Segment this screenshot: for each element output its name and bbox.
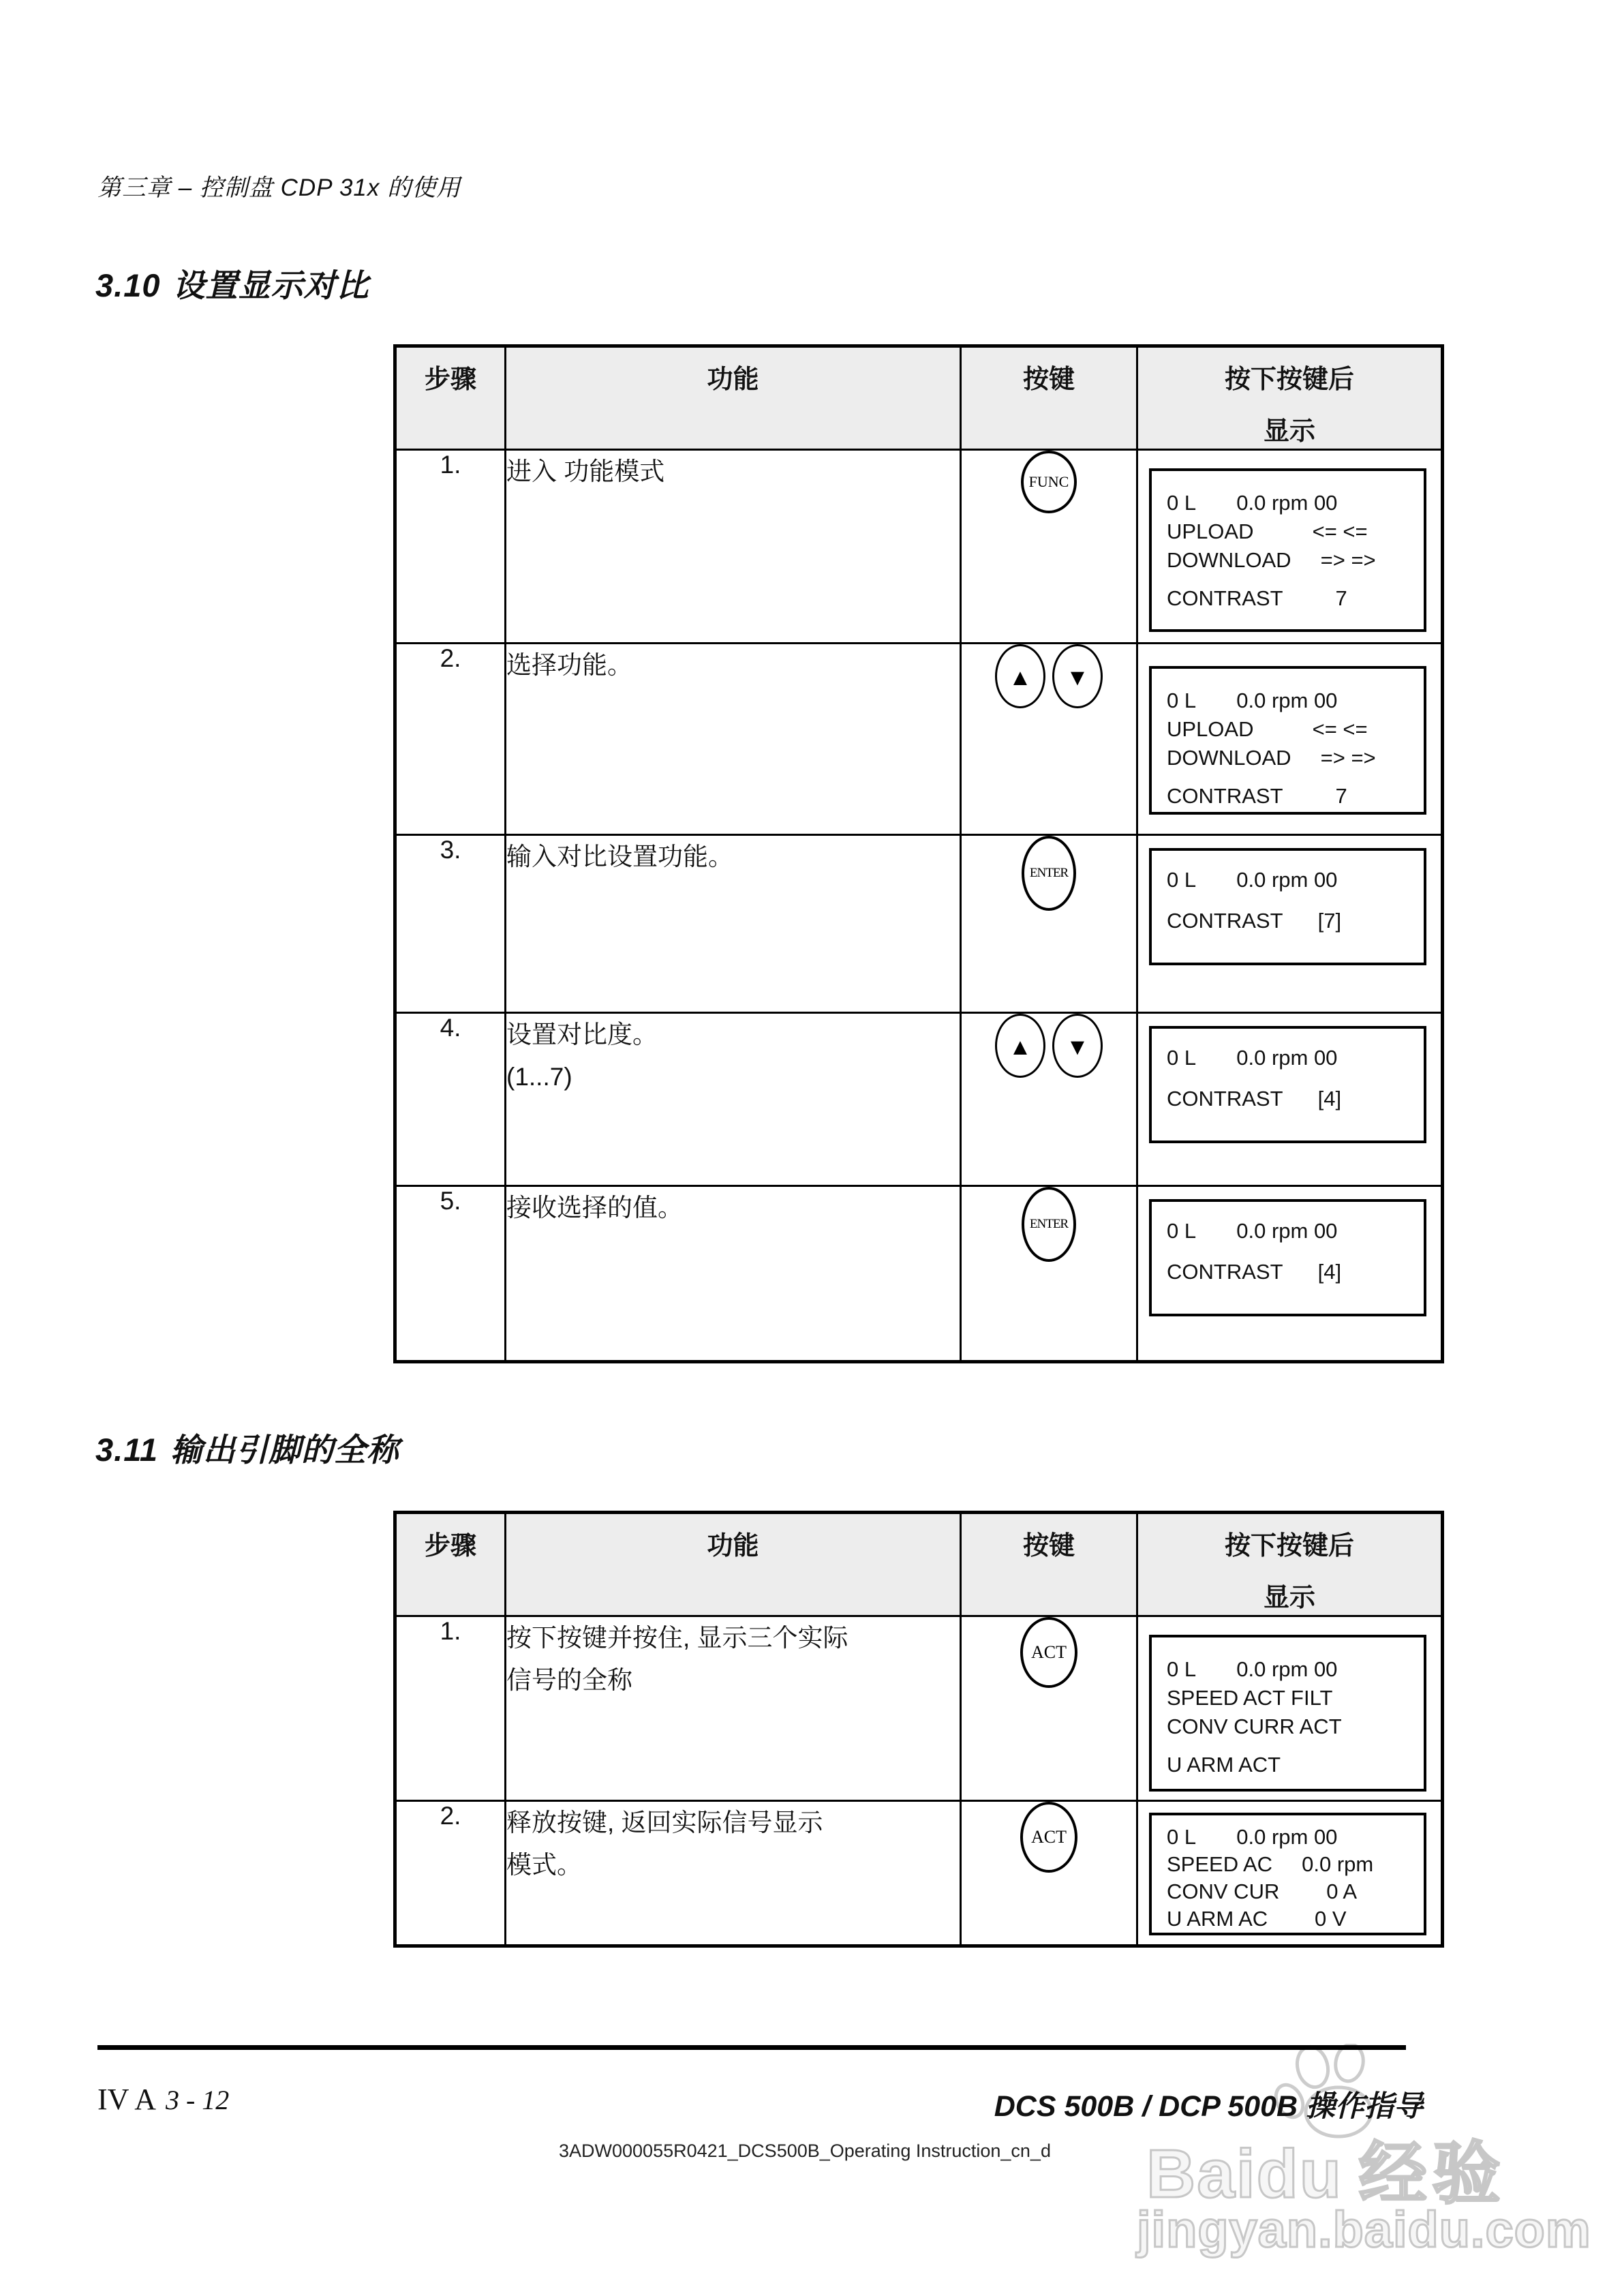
step-number: 2.: [395, 644, 506, 835]
step-number: 1.: [395, 450, 506, 644]
chapter-header: 第三章 – 控制盘 CDP 31x 的使用: [97, 175, 461, 201]
section-number: 3.11: [95, 1432, 158, 1468]
table-header-row: [395, 346, 1443, 450]
function-text: 选择功能。: [506, 644, 961, 835]
function-text: 按下按键并按住, 显示三个实际 信号的全称: [506, 1616, 961, 1801]
step-number: 2.: [395, 1801, 506, 1946]
col-header-function: 功能: [506, 1513, 961, 1616]
lcd-display: 0 L 0.0 rpm 00 UPLOAD <= <= DOWNLOAD => => CONTRAST 7: [1149, 666, 1426, 815]
function-text: 输入对比设置功能。: [506, 835, 961, 1013]
contrast-setting-table: [393, 344, 1444, 1363]
actual-signal-names-table: [393, 1511, 1444, 1948]
col-header-display-line2: 显示: [1263, 1584, 1315, 1612]
table-row: [395, 450, 1443, 644]
page-number: [97, 2082, 229, 2117]
up-arrow-icon: ▲: [1009, 1033, 1032, 1060]
lcd-display: 0 L 0.0 rpm 00 CONTRAST [4]: [1149, 1026, 1426, 1143]
function-text: 释放按键, 返回实际信号显示 模式。: [506, 1801, 961, 1946]
step-number: 3.: [395, 835, 506, 1013]
func-key-button: FUNC: [1021, 451, 1077, 513]
page-number-prefix: IV A: [97, 2083, 156, 2116]
watermark-url: jingyan.baidu.com: [1137, 2201, 1591, 2258]
col-header-step: 步骤: [395, 346, 506, 450]
col-header-display-line1: 按下按键后: [1224, 1532, 1354, 1560]
step-number: 4.: [395, 1013, 506, 1186]
footer-doc-title: DCS 500B / DCP 500B 操作指导: [994, 2090, 1423, 2123]
col-header-key: 按键: [961, 346, 1137, 450]
lcd-display: 0 L 0.0 rpm 00 CONTRAST [4]: [1149, 1199, 1426, 1316]
enter-key-button: ENTER: [1022, 1187, 1076, 1262]
table-row: [395, 1013, 1443, 1186]
col-header-display-line1: 按下按键后: [1224, 365, 1354, 394]
function-text: 进入 功能模式: [506, 450, 961, 644]
lcd-display: 0 L 0.0 rpm 00 SPEED AC 0.0 rpm CONV CUR 0 A U ARM AC 0 V: [1149, 1813, 1426, 1935]
col-header-display: [1137, 346, 1443, 450]
page-number-value: 3 - 12: [165, 2085, 230, 2115]
table-row: [395, 1616, 1443, 1801]
table-row: [395, 1801, 1443, 1946]
watermark-brand: Baidu 经验: [1146, 2136, 1506, 2212]
up-arrow-key-button: [995, 644, 1045, 708]
footer-doc-id: 3ADW000055R0421_DCS500B_Operating Instruction_cn_d: [559, 2141, 1051, 2161]
step-number: 5.: [395, 1186, 506, 1362]
col-header-display-line2: 显示: [1263, 417, 1315, 446]
function-text: 接收选择的值。: [506, 1186, 961, 1362]
lcd-display: 0 L 0.0 rpm 00 CONTRAST [7]: [1149, 848, 1426, 965]
section-title-text: 设置显示对比: [172, 267, 369, 303]
section-title-3-11: [95, 1425, 399, 1470]
down-arrow-icon: ▼: [1066, 1033, 1089, 1060]
footer-rule: [97, 2045, 1406, 2050]
lcd-display: 0 L 0.0 rpm 00 UPLOAD <= <= DOWNLOAD => => CONTRAST 7: [1149, 468, 1426, 632]
down-arrow-key-button: [1052, 644, 1103, 708]
enter-key-button: ENTER: [1022, 836, 1076, 911]
col-header-function: 功能: [506, 346, 961, 450]
down-arrow-icon: ▼: [1066, 664, 1089, 691]
section-number: 3.10: [95, 267, 161, 303]
up-arrow-key-button: [995, 1014, 1045, 1078]
up-arrow-icon: ▲: [1009, 664, 1032, 691]
table-row: [395, 1186, 1443, 1362]
step-number: 1.: [395, 1616, 506, 1801]
col-header-display: [1137, 1513, 1443, 1616]
col-header-step: 步骤: [395, 1513, 506, 1616]
section-title-3-10: [95, 260, 369, 306]
table-header-row: [395, 1513, 1443, 1616]
act-key-button: ACT: [1020, 1802, 1077, 1873]
down-arrow-key-button: [1052, 1014, 1103, 1078]
function-text: 设置对比度。 (1...7): [506, 1013, 961, 1186]
table-row: [395, 835, 1443, 1013]
table-row: [395, 644, 1443, 835]
lcd-display: 0 L 0.0 rpm 00 SPEED ACT FILT CONV CURR ACT U ARM ACT: [1149, 1635, 1426, 1792]
section-title-text: 输出引脚的全称: [170, 1432, 399, 1468]
act-key-button: ACT: [1020, 1617, 1077, 1688]
col-header-key: 按键: [961, 1513, 1137, 1616]
